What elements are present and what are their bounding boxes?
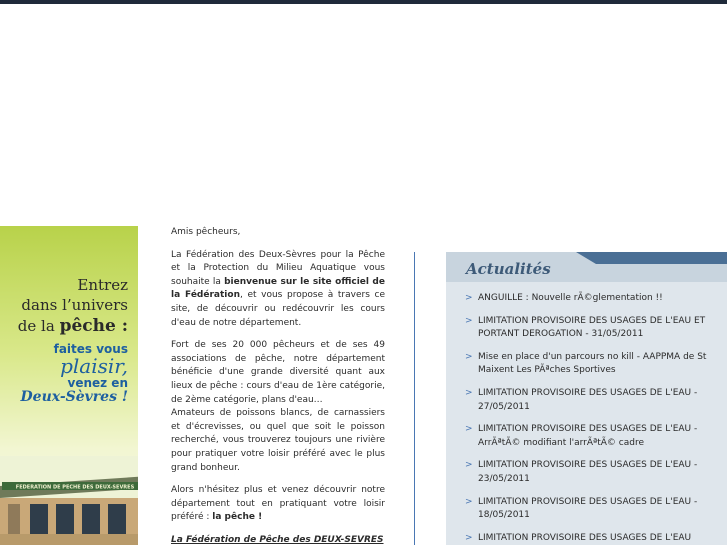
news-item-text[interactable]: Mise en place d'un parcours no kill - AAPPMA de St Maixent Les PÃªches Sportives xyxy=(478,351,707,376)
news-item-text[interactable]: LIMITATION PROVISOIRE DES USAGES DE L'EAU - 18/05/2011 xyxy=(478,496,698,521)
news-bullet-icon: > xyxy=(465,424,473,435)
welcome-text xyxy=(171,226,385,556)
news-item-text[interactable]: LIMITATION PROVISOIRE DES USAGES DE L'EAU - 23/05/2011 xyxy=(478,460,698,484)
intro-paragraph-2 xyxy=(171,339,385,475)
news-item[interactable] xyxy=(465,423,727,450)
intro-p1-b: , et vous propose à travers ce site, de découvrir ou redécouvrir les cours d'eau de notre département. xyxy=(171,290,386,328)
news-bullet-icon: > xyxy=(465,351,473,362)
news-item-text[interactable]: LIMITATION PROVISOIRE DES USAGES DE L'EAU - 27/05/2011 xyxy=(478,387,698,412)
promo-banner[interactable] xyxy=(0,226,138,545)
news-bullet-icon: > xyxy=(465,496,473,507)
news-bullet-icon: > xyxy=(465,315,473,326)
news-list xyxy=(465,292,727,545)
news-panel xyxy=(446,252,727,545)
news-item-text[interactable]: LIMITATION PROVISOIRE DES USAGES DE L'EAU xyxy=(478,532,692,543)
intro-p2-b: Amateurs de poissons blancs, de carnassiers et d'écrevisses, ou quel que soit le poisson recherché, vous trouverez toujours une rivière pour pratiquer votre loisir préféré avec le plus grand bonheur. xyxy=(171,408,385,473)
promo-line-peche-prefix: de la xyxy=(17,317,60,335)
top-bar xyxy=(0,0,727,4)
signature: La Fédération de Pêche des DEUX-SEVRES xyxy=(171,534,384,545)
building-sign-text: FEDERATION DE PECHE DES DEUX-SEVRES xyxy=(15,484,135,491)
greeting: Amis pêcheurs, xyxy=(171,227,241,237)
news-bullet-icon: > xyxy=(465,293,473,303)
news-item[interactable] xyxy=(465,459,727,486)
intro-paragraph-1 xyxy=(171,249,385,331)
news-bullet-icon: > xyxy=(465,460,473,471)
intro-p3-a: Alors n'hésitez plus et venez découvrir notre département tout en pratiquant votre loisir préféré : xyxy=(171,485,385,523)
news-item[interactable] xyxy=(465,351,727,378)
news-item[interactable] xyxy=(465,532,727,545)
intro-p1-a: La Fédération des Deux-Sèvres pour la Pêche et la Protection du Milieu Aquatique vous souhaite la xyxy=(171,249,385,287)
intro-paragraph-3 xyxy=(171,484,385,525)
promo-line-venez: venez en xyxy=(67,376,128,390)
intro-p1-bold: bienvenue sur le site officiel de la Fédération xyxy=(171,276,385,301)
intro-p3-bold: la pêche ! xyxy=(212,512,263,523)
news-bullet-icon: > xyxy=(465,387,473,398)
news-item[interactable] xyxy=(465,292,727,306)
promo-line-plaisir: plaisir, xyxy=(60,354,128,378)
news-item[interactable] xyxy=(465,387,727,414)
news-bullet-icon: > xyxy=(465,532,473,543)
intro-p2-a: Fort de ses 20 000 pêcheurs et de ses 49 associations de pêche, notre département bénéficie d'une grande diversité quant aux lieux de pêche : cours d'eau de 1ère catégorie, de 2ème catégorie, plans d'eau… xyxy=(171,340,385,405)
promo-line-faites: faites vous xyxy=(53,342,128,356)
news-item[interactable] xyxy=(465,496,727,523)
news-item-text[interactable]: ANGUILLE : Nouvelle rÃ©glementation !! xyxy=(478,293,663,303)
promo-line-deux-sevres: Deux-Sèvres ! xyxy=(20,389,128,405)
promo-line-entrez: Entrez xyxy=(77,276,128,294)
news-title: Actualités xyxy=(466,260,551,278)
news-item-text[interactable]: LIMITATION PROVISOIRE DES USAGES DE L'EAU - ArrÃªtÃ© modifiant l'arrÃªtÃ© cadre xyxy=(478,424,698,448)
promo-line-peche xyxy=(18,316,128,336)
column-divider xyxy=(414,252,415,545)
federation-building-image xyxy=(0,456,138,545)
news-item-text[interactable]: LIMITATION PROVISOIRE DES USAGES DE L'EAU ET PORTANT DEROGATION - 31/05/2011 xyxy=(478,315,706,340)
promo-line-univers: dans l’univers xyxy=(21,296,128,314)
news-item[interactable] xyxy=(465,315,727,342)
promo-line-peche-bold: pêche : xyxy=(59,316,128,336)
